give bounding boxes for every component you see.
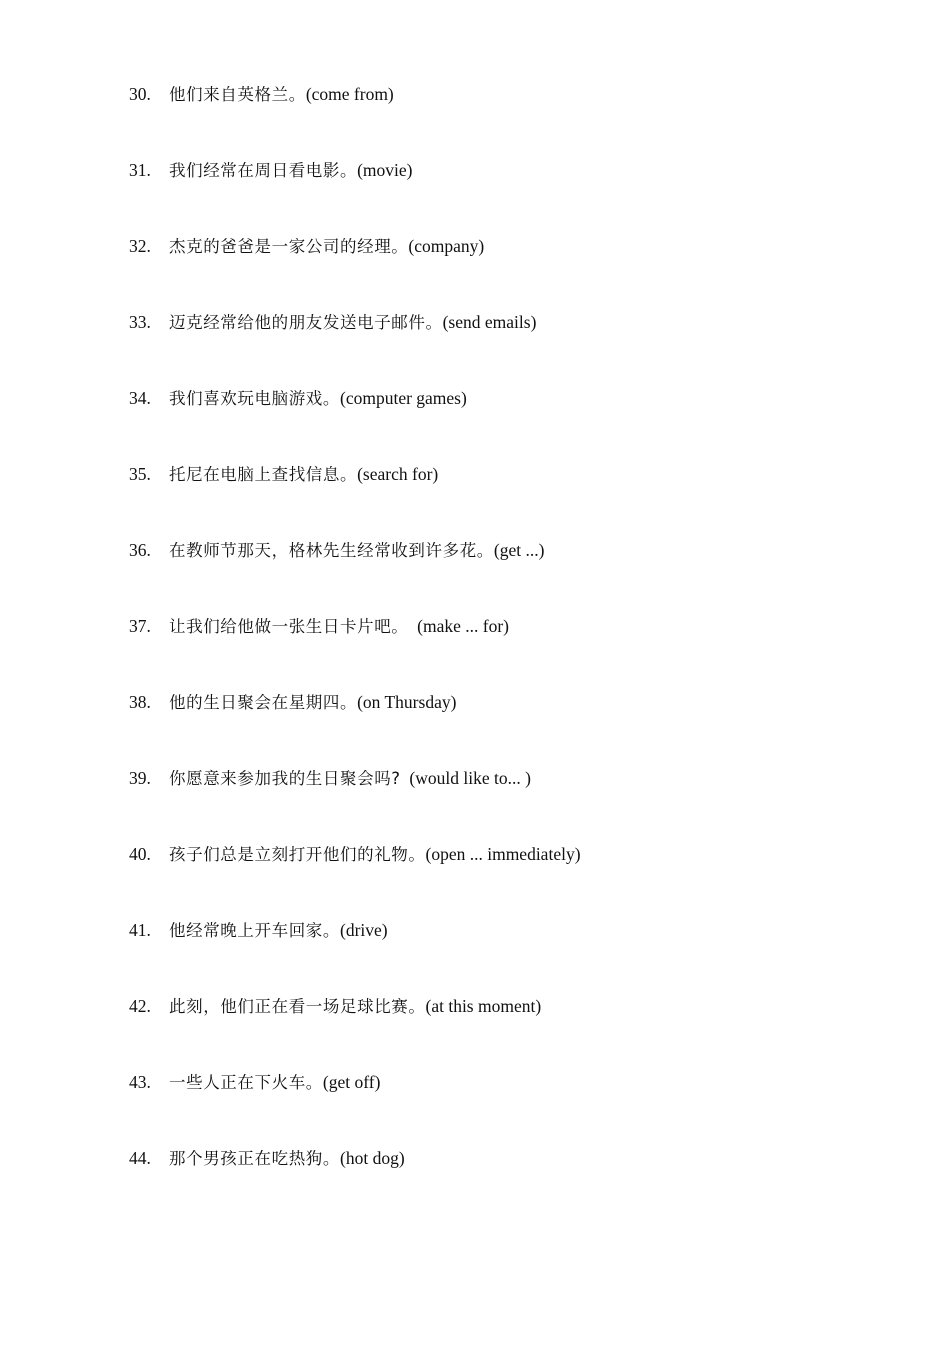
item-chinese-text: 迈克经常给他的朋友发送电子邮件。: [169, 313, 443, 332]
item-chinese-text: 杰克的爸爸是一家公司的经理。: [169, 237, 409, 256]
item-number: 39.: [129, 768, 151, 788]
item-hint: (make ... for): [408, 616, 509, 636]
item-number: 37.: [129, 616, 151, 636]
item-hint: (get off): [322, 1072, 381, 1092]
exercise-item: [129, 764, 581, 840]
exercise-item: [129, 1144, 581, 1220]
item-hint: (at this moment): [425, 996, 542, 1016]
exercise-item: [129, 384, 581, 460]
item-number: 38.: [129, 692, 151, 712]
item-number: 44.: [129, 1148, 151, 1168]
item-chinese-text: 托尼在电脑上查找信息。: [169, 465, 358, 484]
item-hint: (computer games): [340, 388, 467, 408]
item-number: 32.: [129, 236, 151, 256]
item-chinese-text: 你愿意来参加我的生日聚会吗?: [169, 769, 401, 788]
exercise-item: [129, 992, 581, 1068]
item-hint: (on Thursday): [357, 692, 457, 712]
item-hint: (company): [408, 236, 485, 256]
item-number: 41.: [129, 920, 151, 940]
exercise-item: [129, 612, 581, 688]
exercise-item: [129, 308, 581, 384]
exercise-item: [129, 80, 581, 156]
item-chinese-text: 那个男孩正在吃热狗。: [169, 1149, 340, 1168]
exercise-item: [129, 916, 581, 992]
item-hint: (movie): [357, 160, 413, 180]
item-number: 34.: [129, 388, 151, 408]
exercise-item: [129, 156, 581, 232]
item-number: 33.: [129, 312, 151, 332]
item-chinese-text: 一些人正在下火车。: [169, 1073, 323, 1092]
item-chinese-text: 我们喜欢玩电脑游戏。: [169, 389, 340, 408]
item-hint: (search for): [357, 464, 439, 484]
item-number: 40.: [129, 844, 151, 864]
item-hint: (get ...): [493, 540, 545, 560]
item-number: 30.: [129, 84, 151, 104]
exercise-item: [129, 840, 581, 916]
item-chinese-text: 在教师节那天，格林先生经常收到许多花。: [169, 541, 494, 560]
exercise-item: [129, 232, 581, 308]
item-number: 43.: [129, 1072, 151, 1092]
item-chinese-text: 让我们给他做一张生日卡片吧。: [169, 617, 409, 636]
item-number: 42.: [129, 996, 151, 1016]
item-number: 36.: [129, 540, 151, 560]
item-hint: (would like to... ): [400, 768, 531, 788]
item-hint: (drive): [340, 920, 388, 940]
item-chinese-text: 孩子们总是立刻打开他们的礼物。: [169, 845, 426, 864]
exercise-item: [129, 536, 581, 612]
item-chinese-text: 他的生日聚会在星期四。: [169, 693, 358, 712]
item-hint: (send emails): [442, 312, 537, 332]
item-hint: (open ... immediately): [425, 844, 581, 864]
item-hint: (hot dog): [340, 1148, 405, 1168]
exercise-item: [129, 460, 581, 536]
item-chinese-text: 他们来自英格兰。: [169, 85, 306, 104]
item-chinese-text: 他经常晚上开车回家。: [169, 921, 340, 940]
item-number: 31.: [129, 160, 151, 180]
exercise-item: [129, 688, 581, 764]
item-number: 35.: [129, 464, 151, 484]
item-chinese-text: 我们经常在周日看电影。: [169, 161, 358, 180]
exercise-item: [129, 1068, 581, 1144]
exercise-list: [129, 80, 581, 1220]
item-chinese-text: 此刻，他们正在看一场足球比赛。: [169, 997, 426, 1016]
item-hint: (come from): [305, 84, 394, 104]
